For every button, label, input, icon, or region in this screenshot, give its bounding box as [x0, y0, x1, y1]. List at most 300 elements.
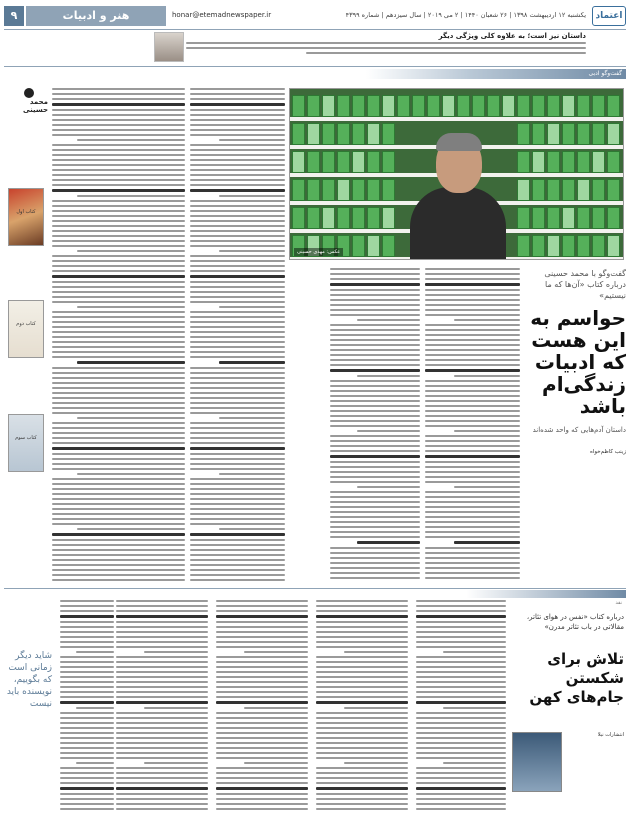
text-line — [316, 798, 408, 800]
text-line — [425, 268, 520, 270]
text-line — [52, 260, 134, 262]
text-line — [116, 615, 208, 618]
text-line — [425, 354, 520, 356]
binder — [517, 151, 530, 173]
bottom-body-column — [116, 600, 208, 812]
text-line — [425, 445, 520, 447]
text-line — [52, 397, 134, 399]
text-line — [52, 437, 134, 439]
text-line — [52, 270, 134, 272]
text-line — [190, 427, 285, 429]
text-line — [330, 425, 420, 427]
binder — [322, 95, 335, 117]
text-line — [60, 752, 114, 754]
text-line — [52, 367, 134, 369]
text-line — [52, 235, 134, 237]
text-line — [244, 707, 308, 709]
binder — [382, 151, 395, 173]
text-line — [190, 291, 285, 293]
text-line — [190, 367, 285, 369]
text-line — [416, 661, 506, 663]
text-line — [190, 301, 285, 303]
text-line — [316, 808, 408, 810]
binder — [517, 123, 530, 145]
binder — [577, 235, 590, 257]
text-line — [190, 103, 285, 106]
text-line — [116, 600, 208, 602]
text-line — [344, 707, 408, 709]
text-line — [416, 717, 506, 719]
binder — [592, 123, 605, 145]
text-line — [190, 255, 285, 257]
binder — [352, 151, 365, 173]
text-line — [244, 651, 308, 653]
text-line — [190, 382, 285, 384]
text-line — [316, 671, 408, 673]
text-line — [316, 732, 408, 734]
text-line — [190, 442, 285, 444]
text-line — [60, 686, 114, 688]
text-line — [190, 200, 285, 202]
text-line — [190, 260, 285, 262]
text-line — [190, 129, 285, 131]
text-line — [52, 129, 134, 131]
binder — [337, 179, 350, 201]
text-line — [190, 351, 285, 353]
text-line — [216, 798, 308, 800]
text-line — [116, 712, 208, 714]
text-line — [344, 651, 408, 653]
text-line — [190, 372, 285, 374]
text-line — [425, 577, 520, 579]
text-line — [357, 541, 420, 544]
text-line — [330, 476, 420, 478]
text-line — [330, 354, 420, 356]
text-line — [425, 364, 520, 366]
text-line — [52, 533, 134, 536]
text-line — [216, 757, 308, 759]
text-line — [330, 329, 420, 331]
text-line — [60, 727, 114, 729]
text-line — [60, 605, 114, 607]
text-line — [190, 346, 285, 348]
text-line — [330, 496, 420, 498]
text-line — [330, 314, 420, 316]
text-line — [52, 134, 134, 136]
binder — [532, 207, 545, 229]
text-line — [330, 445, 420, 447]
text-line — [425, 496, 520, 498]
section-email[interactable]: honar@etemadnewspaper.ir — [172, 11, 272, 19]
binder — [322, 179, 335, 201]
text-line — [52, 442, 134, 444]
text-line — [144, 707, 208, 709]
text-line — [216, 610, 308, 612]
text-line — [190, 377, 285, 379]
binder — [592, 151, 605, 173]
text-line — [425, 491, 520, 493]
text-line — [52, 544, 134, 546]
text-line — [357, 486, 420, 488]
binder — [577, 179, 590, 201]
text-line — [116, 808, 208, 810]
text-line — [316, 747, 408, 749]
text-line — [52, 179, 134, 181]
text-line — [190, 119, 285, 121]
text-line — [52, 189, 134, 192]
text-line — [60, 777, 114, 779]
text-line — [216, 777, 308, 779]
text-line — [52, 427, 134, 429]
text-line — [316, 752, 408, 754]
text-line — [330, 359, 420, 361]
text-line — [52, 174, 134, 176]
text-line — [316, 787, 408, 790]
text-line — [60, 646, 114, 648]
text-line — [425, 455, 520, 458]
text-line — [330, 289, 420, 291]
byline: زینب کاظم‌خواه — [590, 449, 626, 455]
text-line — [216, 600, 308, 602]
sidebar-author-name: محمد حسینی — [23, 98, 48, 114]
text-line — [52, 205, 134, 207]
binder — [367, 95, 380, 117]
text-line — [425, 562, 520, 564]
text-line — [116, 641, 208, 643]
text-line — [60, 610, 114, 612]
body-column — [190, 88, 285, 580]
text-line — [190, 134, 285, 136]
text-line — [416, 793, 506, 795]
binder — [517, 235, 530, 257]
text-line — [330, 471, 420, 473]
text-line — [330, 562, 420, 564]
text-line — [52, 93, 134, 95]
text-line — [52, 88, 134, 90]
text-line — [116, 767, 208, 769]
bottom-kicker — [466, 590, 626, 598]
text-line — [416, 757, 506, 759]
text-line — [425, 506, 520, 508]
binder — [592, 95, 605, 117]
text-line — [52, 154, 134, 156]
binder — [367, 207, 380, 229]
text-line — [52, 245, 134, 247]
text-line — [190, 564, 285, 566]
text-line — [52, 144, 134, 146]
binder — [607, 95, 620, 117]
text-line — [219, 195, 286, 197]
text-line — [425, 339, 520, 341]
text-line — [416, 798, 506, 800]
text-line — [77, 417, 134, 419]
text-line — [60, 712, 114, 714]
text-line — [425, 435, 520, 437]
text-line — [60, 600, 114, 602]
text-line — [330, 466, 420, 468]
newspaper-logo: اعتماد — [592, 6, 626, 26]
text-line — [190, 174, 285, 176]
binder — [547, 179, 560, 201]
text-line — [330, 440, 420, 442]
text-line — [330, 435, 420, 437]
text-line — [116, 691, 208, 693]
text-line — [60, 615, 114, 618]
text-line — [60, 722, 114, 724]
standfirst: داستان آدم‌هایی که واحد شده‌اند — [532, 426, 626, 434]
text-line — [454, 319, 521, 321]
text-line — [190, 478, 285, 480]
text-line — [330, 410, 420, 412]
text-line — [425, 390, 520, 392]
text-line — [357, 430, 420, 432]
text-line — [425, 294, 520, 296]
text-line — [60, 803, 114, 805]
text-line — [416, 636, 506, 638]
text-line — [144, 651, 208, 653]
text-line — [52, 579, 134, 581]
binder — [457, 95, 470, 117]
text-line — [425, 531, 520, 533]
text-line — [190, 316, 285, 318]
binder — [292, 179, 305, 201]
text-line — [60, 742, 114, 744]
text-line — [52, 164, 134, 166]
text-line — [425, 278, 520, 280]
text-line — [190, 296, 285, 298]
text-line — [52, 422, 134, 424]
text-line — [425, 334, 520, 336]
text-line — [190, 533, 285, 536]
book-cover: کتاب اول — [8, 188, 44, 246]
text-line — [190, 458, 285, 460]
text-line — [216, 646, 308, 648]
text-line — [52, 356, 134, 358]
bottom-body-column — [60, 600, 114, 812]
text-line — [190, 402, 285, 404]
text-line — [443, 651, 506, 653]
text-line — [330, 369, 420, 372]
text-line — [52, 291, 134, 293]
binder — [322, 151, 335, 173]
text-line — [190, 159, 285, 161]
text-line — [316, 615, 408, 618]
text-line — [330, 526, 420, 528]
text-line — [116, 666, 208, 668]
text-line — [190, 144, 285, 146]
text-line — [190, 387, 285, 389]
text-line — [116, 661, 208, 663]
book-cover: کتاب دوم — [8, 300, 44, 358]
text-line — [316, 610, 408, 612]
text-line — [425, 547, 520, 549]
text-line — [416, 747, 506, 749]
text-line — [316, 666, 408, 668]
text-line — [316, 631, 408, 633]
text-line — [190, 240, 285, 242]
bottom-headline: تلاش برای شکستن جام‌های کهن — [529, 650, 624, 706]
body-column — [330, 268, 420, 580]
text-line — [425, 299, 520, 301]
text-line — [416, 722, 506, 724]
text-line — [190, 114, 285, 116]
text-line — [316, 605, 408, 607]
text-line — [316, 686, 408, 688]
body-column — [52, 88, 134, 580]
binder — [307, 179, 320, 201]
text-line — [190, 523, 285, 525]
text-line — [416, 782, 506, 784]
text-line — [52, 103, 134, 106]
text-line — [116, 621, 208, 623]
binder — [352, 95, 365, 117]
text-line — [190, 574, 285, 576]
text-line — [190, 164, 285, 166]
text-line — [216, 732, 308, 734]
text-line — [425, 304, 520, 306]
text-line — [190, 559, 285, 561]
text-line — [425, 395, 520, 397]
text-line — [454, 541, 521, 544]
text-line — [216, 615, 308, 618]
text-line — [330, 395, 420, 397]
bottom-rule — [4, 588, 626, 589]
text-line — [330, 511, 420, 513]
text-line — [190, 468, 285, 470]
text-line — [116, 605, 208, 607]
text-line — [330, 521, 420, 523]
binder — [532, 123, 545, 145]
text-line — [190, 205, 285, 207]
text-line — [190, 447, 285, 450]
text-line — [216, 808, 308, 810]
text-line — [190, 270, 285, 272]
promo-text — [186, 42, 586, 62]
text-line — [425, 324, 520, 326]
text-line — [330, 268, 420, 270]
text-line — [416, 691, 506, 693]
binder — [307, 207, 320, 229]
text-line — [52, 346, 134, 348]
text-line — [330, 344, 420, 346]
text-line — [330, 364, 420, 366]
text-line — [425, 552, 520, 554]
text-line — [316, 727, 408, 729]
text-line — [316, 641, 408, 643]
text-line — [116, 777, 208, 779]
text-line — [416, 671, 506, 673]
text-line — [190, 453, 285, 455]
sidebar-badge-icon — [24, 88, 34, 98]
binder — [427, 95, 440, 117]
text-line — [416, 646, 506, 648]
text-line — [330, 567, 420, 569]
text-line — [116, 787, 208, 790]
text-line — [52, 488, 134, 490]
text-line — [60, 696, 114, 698]
text-line — [52, 402, 134, 404]
text-line — [316, 722, 408, 724]
text-line — [60, 661, 114, 663]
text-line — [425, 476, 520, 478]
text-line — [60, 671, 114, 673]
binder — [562, 179, 575, 201]
text-line — [416, 742, 506, 744]
binder — [307, 123, 320, 145]
text-line — [190, 311, 285, 313]
text-line — [330, 278, 420, 280]
text-line — [443, 707, 506, 709]
text-line — [52, 225, 134, 227]
text-line — [190, 392, 285, 394]
text-line — [425, 349, 520, 351]
text-line — [443, 762, 506, 764]
binder — [577, 123, 590, 145]
text-line — [216, 793, 308, 795]
text-line — [316, 646, 408, 648]
text-line — [219, 417, 286, 419]
text-line — [60, 767, 114, 769]
text-line — [116, 646, 208, 648]
text-line — [357, 319, 420, 321]
binder — [412, 95, 425, 117]
text-line — [60, 626, 114, 628]
text-line — [52, 523, 134, 525]
text-line — [425, 309, 520, 311]
lead-in: گفت‌وگو با محمد حسینی درباره کتاب «آن‌ها که ما نیستیم» — [544, 269, 626, 300]
text-line — [330, 461, 420, 463]
text-line — [116, 747, 208, 749]
binder — [442, 95, 455, 117]
text-line — [116, 803, 208, 805]
text-line — [216, 661, 308, 663]
text-line — [416, 696, 506, 698]
text-line — [116, 727, 208, 729]
binder — [397, 95, 410, 117]
text-line — [416, 737, 506, 739]
text-line — [60, 757, 114, 759]
text-line — [330, 299, 420, 301]
text-line — [425, 526, 520, 528]
text-line — [116, 686, 208, 688]
page-number: ۹ — [4, 6, 24, 26]
text-line — [190, 281, 285, 283]
text-line — [190, 220, 285, 222]
text-line — [52, 372, 134, 374]
promo-rule — [4, 66, 626, 67]
binder — [517, 207, 530, 229]
text-line — [416, 605, 506, 607]
text-line — [60, 631, 114, 633]
binder — [337, 123, 350, 145]
text-line — [52, 574, 134, 576]
text-line — [216, 747, 308, 749]
text-line — [60, 717, 114, 719]
text-line — [330, 405, 420, 407]
binder — [337, 151, 350, 173]
text-line — [77, 306, 134, 308]
text-line — [52, 387, 134, 389]
binder — [382, 235, 395, 257]
text-line — [116, 631, 208, 633]
text-line — [116, 732, 208, 734]
text-line — [116, 671, 208, 673]
text-line — [416, 767, 506, 769]
text-line — [52, 508, 134, 510]
binder — [562, 235, 575, 257]
text-line — [330, 324, 420, 326]
text-line — [216, 626, 308, 628]
